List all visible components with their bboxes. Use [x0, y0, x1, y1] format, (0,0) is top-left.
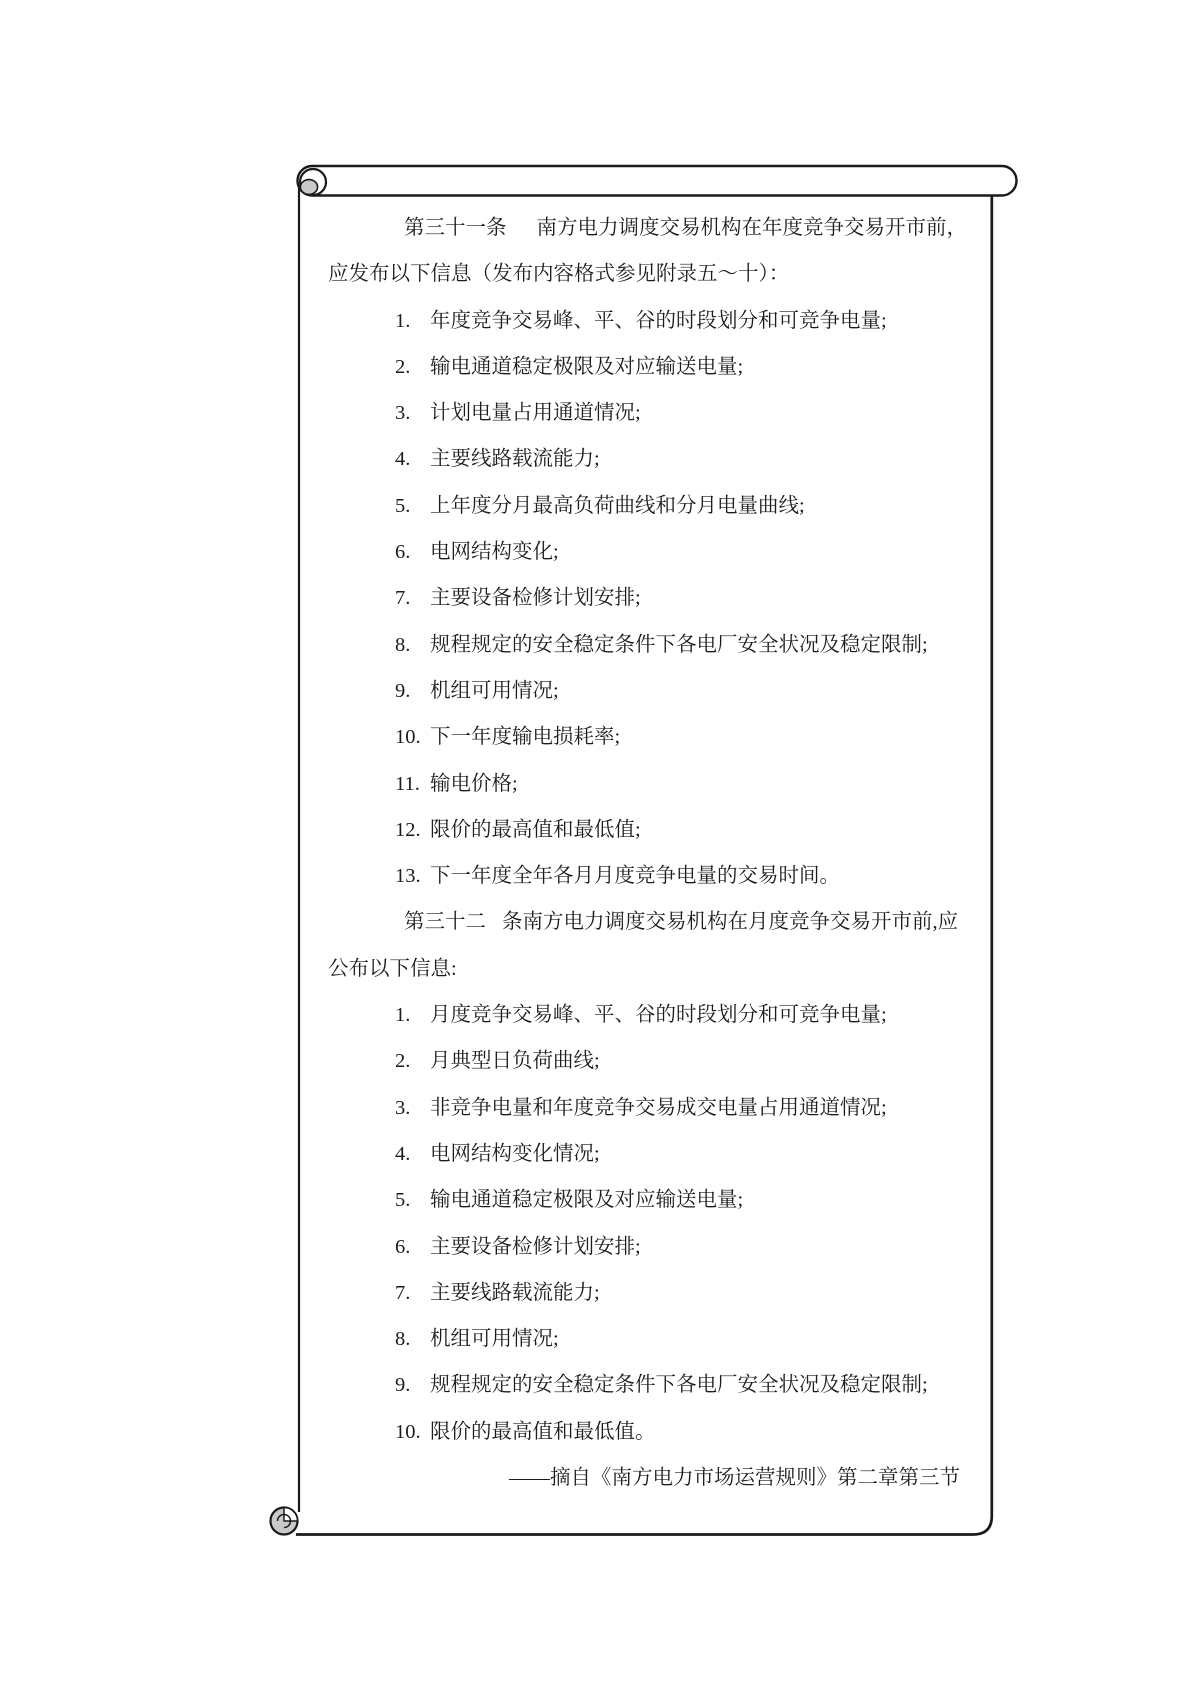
list-item-text: 输电通道稳定极限及对应输送电量; [430, 1189, 744, 1212]
document-body [328, 205, 967, 1501]
article31-list [328, 298, 960, 900]
list-item-number: 2. [395, 1050, 411, 1073]
list-item [328, 1316, 960, 1362]
scroll-curl-bottom-left-notch [284, 1508, 298, 1522]
list-item-text: 计划电量占用通道情况; [430, 402, 641, 425]
scroll-curl-bottom-left-icon [271, 1508, 298, 1535]
list-item-text: 下一年度输电损耗率; [430, 726, 621, 749]
list-item-number: 8. [395, 1328, 411, 1351]
list-item-number: 7. [395, 1281, 411, 1304]
list-item-number: 9. [395, 679, 411, 702]
list-item-number: 2. [395, 355, 411, 378]
scroll-curl-top-left-roll [300, 180, 317, 195]
list-item [328, 529, 960, 575]
article31-number: 第三十一条 [404, 217, 507, 239]
list-item-text: 主要线路载流能力; [430, 1281, 600, 1304]
list-item [328, 436, 960, 482]
article31-heading [328, 205, 967, 251]
scroll-curl-bottom-left-spiral [278, 1515, 291, 1528]
list-item [328, 575, 960, 621]
list-item-text: 输电价格; [430, 772, 518, 795]
list-item-number: 12. [395, 818, 421, 841]
list-item-number: 1. [395, 1004, 411, 1027]
article32-number: 第三十二 [404, 911, 486, 934]
list-item-number: 13. [395, 865, 421, 888]
article31-heading-text: 南方电力调度交易机构在年度竞争交易开市前， [536, 217, 967, 239]
list-item-text: 上年度分月最高负荷曲线和分月电量曲线; [430, 494, 805, 517]
list-item-number: 6. [395, 1235, 411, 1258]
article32-list [328, 992, 960, 1455]
list-item-text: 主要设备检修计划安排; [430, 1235, 641, 1258]
list-item-text: 规程规定的安全稳定条件下各电厂安全状况及稳定限制; [430, 1374, 928, 1397]
list-item [328, 298, 960, 344]
list-item-number: 1. [395, 309, 411, 332]
list-item [328, 714, 960, 760]
list-item [328, 1270, 960, 1316]
list-item-number: 10. [395, 726, 421, 749]
list-item [328, 807, 960, 853]
list-item [328, 390, 960, 436]
list-item-number: 3. [395, 1096, 411, 1119]
list-item-number: 9. [395, 1374, 411, 1397]
list-item-number: 4. [395, 448, 411, 471]
list-item [328, 992, 960, 1038]
list-item-text: 限价的最高值和最低值。 [430, 1420, 656, 1443]
scroll-curl-top-left-icon [300, 169, 326, 195]
list-item-text: 月度竞争交易峰、平、谷的时段划分和可竞争电量; [430, 1004, 887, 1027]
list-item-number: 5. [395, 494, 411, 517]
list-item [328, 1362, 960, 1408]
list-item [328, 1085, 960, 1131]
source-attribution: ——摘自《南方电力市场运营规则》第二章第三节 [509, 1467, 960, 1490]
list-item-text: 限价的最高值和最低值; [430, 818, 641, 841]
list-item-text: 年度竞争交易峰、平、谷的时段划分和可竞争电量; [430, 309, 887, 332]
list-item-number: 6. [395, 541, 411, 564]
list-item-text: 非竞争电量和年度竞争交易成交电量占用通道情况; [430, 1096, 887, 1119]
list-item-number: 7. [395, 587, 411, 610]
list-item [328, 483, 960, 529]
list-item-number: 5. [395, 1189, 411, 1212]
list-item [328, 622, 960, 668]
list-item [328, 1131, 960, 1177]
article32-intro: 公布以下信息: [328, 957, 457, 980]
list-item-text: 输电通道稳定极限及对应输送电量; [430, 355, 744, 378]
list-item-text: 机组可用情况; [430, 1328, 559, 1351]
list-item [328, 1409, 960, 1455]
list-item [328, 1177, 960, 1223]
list-item-text: 机组可用情况; [430, 679, 559, 702]
list-item-text: 主要线路载流能力; [430, 448, 600, 471]
article32-heading [328, 899, 960, 945]
list-item-text: 月典型日负荷曲线; [430, 1050, 600, 1073]
article32-heading-text: 条南方电力调度交易机构在月度竞争交易开市前,应 [502, 911, 959, 934]
article31-intro: 应发布以下信息（发布内容格式参见附录五～十）： [328, 263, 790, 286]
list-item-number: 8. [395, 633, 411, 656]
list-item-text: 电网结构变化情况; [430, 1142, 600, 1165]
list-item [328, 761, 960, 807]
list-item [328, 1224, 960, 1270]
list-item-text: 电网结构变化; [430, 541, 559, 564]
scroll-top-bar [298, 166, 1017, 196]
list-item [328, 344, 960, 390]
list-item-text: 下一年度全年各月月度竞争电量的交易时间。 [430, 865, 840, 888]
list-item [328, 1038, 960, 1084]
list-item [328, 668, 960, 714]
list-item-text: 主要设备检修计划安排; [430, 587, 641, 610]
list-item-text: 规程规定的安全稳定条件下各电厂安全状况及稳定限制; [430, 633, 928, 656]
list-item-number: 10. [395, 1420, 421, 1443]
list-item-number: 3. [395, 402, 411, 425]
list-item [328, 853, 960, 899]
list-item-number: 4. [395, 1142, 411, 1165]
list-item-number: 11. [395, 772, 420, 795]
